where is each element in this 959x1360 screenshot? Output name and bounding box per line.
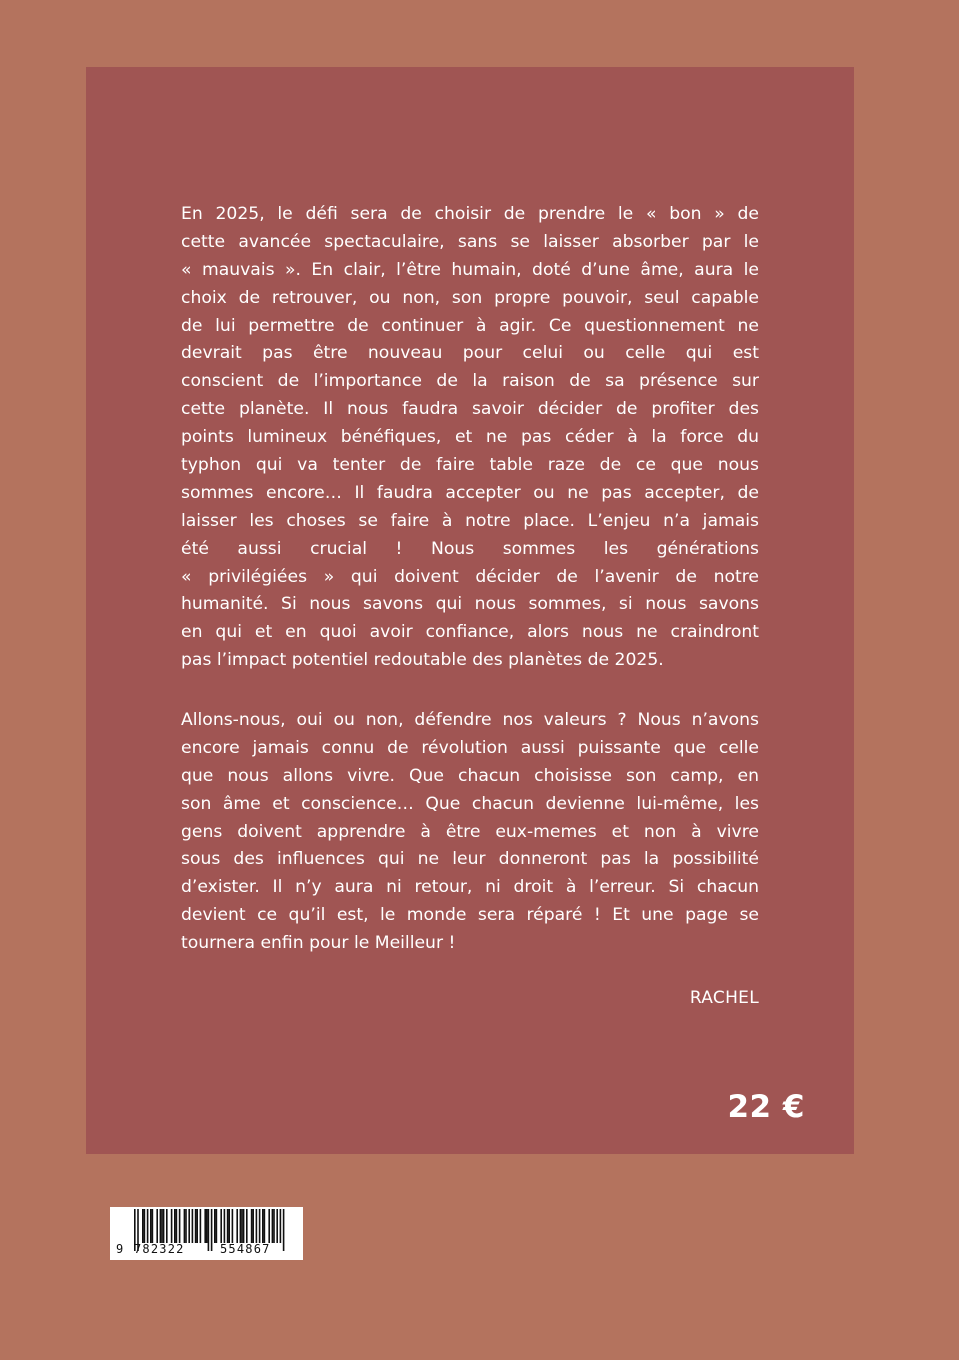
- text-line: « mauvais ». En clair, l’être humain, doté d’une âme, aura le: [181, 259, 759, 280]
- text-line: typhon qui va tenter de faire table raze de ce que nous: [181, 455, 759, 476]
- text-line: choix de retrouver, ou non, son propre pouvoir, seul capable: [181, 287, 759, 308]
- barcode-bar: [246, 1209, 248, 1243]
- text-line: cette avancée spectaculaire, sans se laisser absorber par le: [181, 231, 759, 252]
- author-signature: RACHEL: [689, 988, 759, 1008]
- barcode-bar: [166, 1209, 168, 1243]
- barcode-bar: [184, 1209, 186, 1243]
- text-line: conscient de l’importance de la raison de sa présence sur: [181, 371, 759, 392]
- text-line: humanité. Si nous savons qui nous sommes, si nous savons: [181, 594, 759, 615]
- barcode-bar: [163, 1209, 165, 1243]
- barcode-bar: [176, 1209, 178, 1243]
- barcode-bar: [171, 1209, 173, 1243]
- text-line: points lumineux bénéfiques, et ne pas céder à la force du: [181, 427, 759, 448]
- barcode-bar: [161, 1209, 163, 1243]
- text-line: Allons-nous, oui ou non, défendre nos valeurs ? Nous n’avons: [181, 710, 759, 730]
- barcode-bar: [156, 1209, 158, 1243]
- barcode-bar: [220, 1209, 222, 1243]
- text-line: sous des influences qui ne leur donneront pas la possibilité: [181, 849, 759, 870]
- text-line: de lui permettre de continuer à agir. Ce questionnement ne: [181, 315, 759, 336]
- barcode-left-group: 782322: [134, 1242, 185, 1256]
- barcode-bar: [236, 1209, 238, 1243]
- blurb-paragraph-2: [181, 707, 759, 958]
- text-line: d’exister. Il n’y aura ni retour, ni droit à l’erreur. Si chacun: [181, 877, 759, 898]
- text-line: en qui et en quoi avoir confiance, alors nous ne craindront: [181, 622, 759, 643]
- barcode-bar: [243, 1209, 245, 1243]
- barcode-bar: [224, 1209, 226, 1243]
- barcode-bar: [283, 1209, 285, 1251]
- barcode-bar: [280, 1209, 282, 1243]
- text-line: laisser les choses se faire à notre place. L’enjeu n’a jamais: [181, 510, 759, 531]
- barcode-bar: [252, 1209, 254, 1243]
- barcode-bar: [268, 1209, 270, 1243]
- barcode-bar: [142, 1209, 144, 1243]
- text-line: « privilégiées » qui doivent décider de l’avenir de notre: [181, 566, 759, 587]
- text-line: pas l’impact potentiel redoutable des planètes de 2025.: [181, 650, 664, 671]
- barcode-bar: [227, 1209, 229, 1243]
- text-line: devient ce qu’il est, le monde sera réparé ! Et une page se: [181, 905, 759, 926]
- barcode-bar: [152, 1209, 154, 1243]
- barcode-bar: [147, 1209, 149, 1243]
- barcode-bar: [206, 1209, 208, 1243]
- barcode-bar: [192, 1209, 194, 1243]
- barcode-bar: [276, 1209, 278, 1243]
- barcode-bar: [195, 1209, 197, 1243]
- barcode-bar: [174, 1209, 176, 1243]
- barcode-bar: [262, 1209, 264, 1243]
- barcode-bar: [179, 1209, 181, 1243]
- text-line: devrait pas être nouveau pour celui ou celle qui est: [181, 343, 759, 364]
- barcode-bar: [256, 1209, 258, 1243]
- text-line: cette planète. Il nous faudra savoir décider de profiter des: [181, 399, 759, 420]
- barcode-bar: [214, 1209, 216, 1243]
- barcode-bar: [150, 1209, 152, 1243]
- barcode-bar: [216, 1209, 218, 1243]
- text-line: encore jamais connu de révolution aussi puissante que celle: [181, 737, 759, 758]
- text-line: été aussi crucial ! Nous sommes les générations: [181, 538, 759, 559]
- barcode-bar: [241, 1209, 243, 1243]
- barcode-lead-digit: 9: [116, 1242, 125, 1256]
- barcode-bar: [211, 1209, 213, 1251]
- barcode-bar: [200, 1209, 202, 1243]
- blurb-paragraph-1: [181, 201, 759, 675]
- barcode-bar: [264, 1209, 266, 1243]
- barcode-bar: [228, 1209, 230, 1243]
- barcode-bar: [251, 1209, 253, 1243]
- barcode-bar: [240, 1209, 242, 1243]
- text-line: En 2025, le défi sera de choisir de prendre le « bon » de: [181, 204, 759, 224]
- barcode-bar: [160, 1209, 162, 1243]
- barcode-bar: [196, 1209, 198, 1243]
- barcode-bar: [144, 1209, 146, 1243]
- text-line: son âme et conscience… Que chacun devienne lui-même, les: [181, 793, 759, 814]
- text-line: que nous allons vivre. Que chacun choisisse son camp, en: [181, 765, 759, 786]
- barcode-bar: [273, 1209, 275, 1243]
- isbn-barcode: [110, 1207, 303, 1260]
- barcode-bar: [185, 1209, 187, 1243]
- text-line: tournera enfin pour le Meilleur !: [181, 933, 456, 954]
- barcode-bar: [208, 1209, 210, 1251]
- price-label: 22 €: [727, 1089, 805, 1125]
- barcode-bar: [188, 1209, 190, 1243]
- barcode-bar: [232, 1209, 234, 1243]
- barcode-bar: [204, 1209, 206, 1243]
- text-line: gens doivent apprendre à être eux-memes et non à vivre: [181, 821, 759, 842]
- barcode-right-group: 554867: [220, 1242, 271, 1256]
- back-cover-panel: [86, 67, 854, 1154]
- barcode-bar: [272, 1209, 274, 1243]
- barcode-bar: [259, 1209, 261, 1243]
- text-line: sommes encore… Il faudra accepter ou ne pas accepter, de: [181, 482, 759, 503]
